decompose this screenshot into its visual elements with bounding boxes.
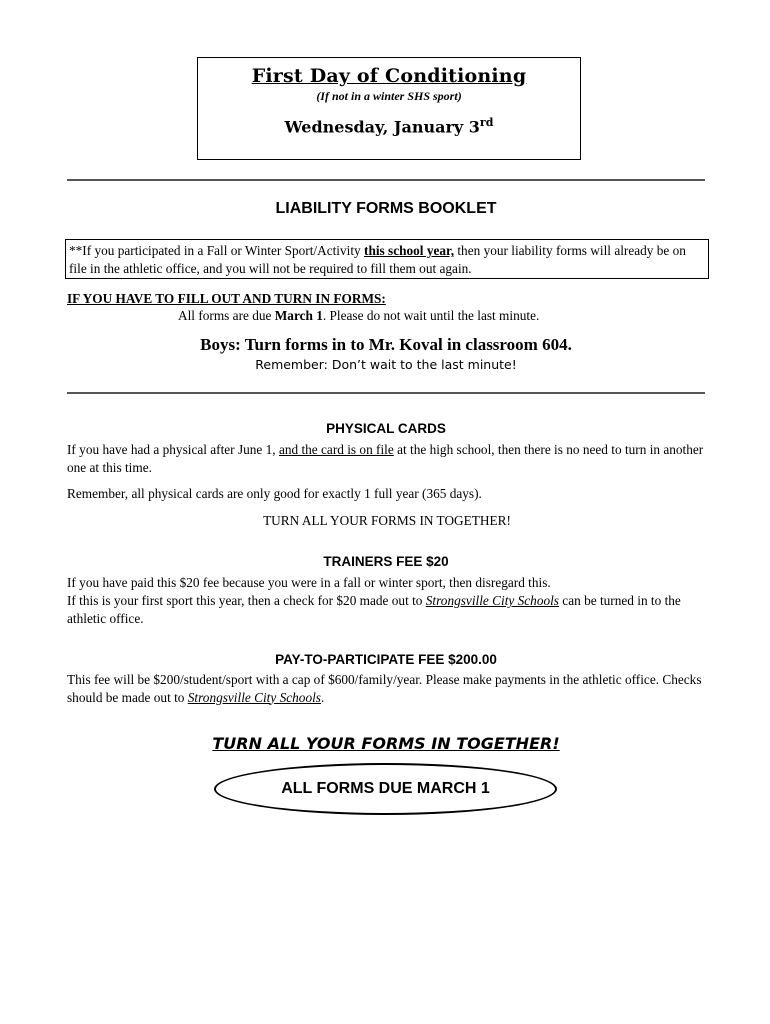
- trainers-line-2: [67, 592, 707, 627]
- pay-school-name: Strongsville City Schools: [187, 689, 321, 705]
- due-line-end: . Please do not wait until the last minute.: [322, 308, 540, 323]
- notice-text-start: **If you participated in a Fall or Winter Sport/Activity: [69, 243, 365, 258]
- pay-text-end: .: [320, 689, 325, 705]
- notice-emphasis: this school year,: [364, 243, 455, 258]
- pay-title: PAY-TO-PARTICIPATE FEE $200.00: [275, 652, 497, 667]
- physical-p1-emphasis: and the card is on file: [278, 442, 394, 457]
- booklet-title: LIABILITY FORMS BOOKLET: [275, 200, 497, 217]
- notice-box: [65, 239, 709, 279]
- divider-middle: [67, 392, 705, 394]
- conditioning-subtitle: (If not in a winter SHS sport): [316, 89, 462, 103]
- conditioning-box: [197, 57, 581, 160]
- trainers-line-2-end: can be turned in to the athletic office.: [67, 593, 681, 626]
- physical-p1-start: If you have had a physical after June 1,: [67, 442, 279, 457]
- due-line-start: All forms are due: [178, 308, 275, 323]
- due-date: March 1: [274, 308, 323, 323]
- conditioning-date-text: Wednesday, January 3: [284, 117, 480, 137]
- forms-heading: IF YOU HAVE TO FILL OUT AND TURN IN FORMS:: [67, 291, 386, 306]
- trainers-line-1: If you have paid this $20 fee because you were in a fall or winter sport, then disregard this.: [67, 575, 551, 590]
- trainers-title: TRAINERS FEE $20: [323, 554, 449, 569]
- divider-top: [67, 179, 705, 181]
- pay-text-start: This fee will be $200/student/sport with a cap of $600/family/year. Please make payments in the athletic office. Checks should be made out to: [67, 672, 702, 705]
- notice-text-end: then your liability forms will already be on file in the athletic office, and you will not be required to fill them out again.: [69, 243, 686, 276]
- conditioning-date-suffix: rd: [479, 116, 494, 129]
- trainers-line-2-start: If this is your first sport this year, then a check for $20 made out to: [67, 593, 426, 608]
- due-line: [178, 307, 698, 325]
- physical-paragraph-2: Remember, all physical cards are only good for exactly 1 full year (365 days).: [67, 486, 482, 501]
- forms-due-oval: ALL FORMS DUE MARCH 1: [214, 763, 557, 815]
- physical-paragraph-3: TURN ALL YOUR FORMS IN TOGETHER!: [263, 513, 511, 528]
- turn-all-together: TURN ALL YOUR FORMS IN TOGETHER!: [212, 734, 560, 753]
- physical-p1-end: at the high school, then there is no need to turn in another one at this time.: [67, 442, 704, 475]
- remember-line: Remember: Don’t wait to the last minute!: [255, 357, 517, 372]
- physical-title: PHYSICAL CARDS: [326, 421, 446, 436]
- trainers-school-name: Strongsville City Schools: [425, 593, 559, 608]
- conditioning-title: First Day of Conditioning: [251, 65, 527, 87]
- pay-paragraph: [67, 671, 707, 706]
- boys-line: Boys: Turn forms in to Mr. Koval in classroom 604.: [200, 335, 572, 354]
- physical-paragraph-1: [67, 441, 707, 476]
- conditioning-date: [198, 116, 580, 136]
